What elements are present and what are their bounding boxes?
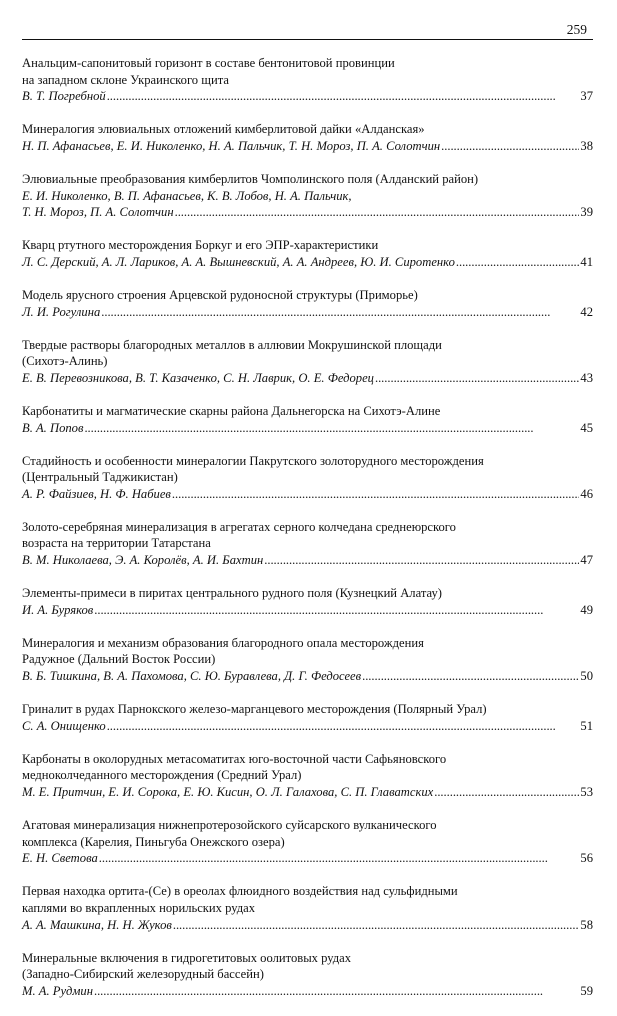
entry-authors-line: В. Б. Тишкина, В. А. Пахомова, С. Ю. Буравлева, Д. Г. Федосеев xyxy=(22,669,362,684)
entry-authors-line: Е. Н. Светова xyxy=(22,851,98,866)
entry-title-line: каплями во вкрапленных норильских рудах xyxy=(22,900,256,915)
entry-page-number[interactable]: 53 xyxy=(580,785,593,799)
dot-leader xyxy=(99,850,580,867)
dot-leader xyxy=(172,486,580,503)
entry-title-line: комплекса (Карелия, Пиньгуба Онежского озера) xyxy=(22,834,285,849)
toc-entry[interactable] xyxy=(22,287,593,320)
entry-page-number[interactable]: 39 xyxy=(580,205,593,220)
toc-entry[interactable] xyxy=(22,751,593,801)
entry-last-line xyxy=(22,420,593,437)
entry-title-line: Элювиальные преобразования кимберлитов Чомполинского поля (Алданский район) xyxy=(22,171,479,186)
toc-entry[interactable] xyxy=(22,337,593,387)
entry-title-line: (Сихотэ-Алинь) xyxy=(22,354,108,369)
entry-title-line: Анальцим-сапонитовый горизонт в составе бентонитовой провинции xyxy=(22,56,395,70)
entry-page-number[interactable]: 46 xyxy=(580,486,593,501)
entry-last-line xyxy=(22,204,593,221)
entry-title-line: Элементы-примеси в пиритах центрального рудного поля (Кузнецкий Алатау) xyxy=(22,586,442,601)
entry-title-line: Твердые растворы благородных металлов в аллювии Мокрушинской площади xyxy=(22,337,442,352)
dot-leader xyxy=(101,304,579,321)
toc-entry[interactable] xyxy=(22,817,593,867)
entry-authors-line: А. Р. Файзиев, Н. Ф. Набиев xyxy=(22,486,171,501)
dot-leader xyxy=(264,552,579,569)
dot-leader xyxy=(107,718,580,735)
entry-last-line xyxy=(22,917,593,934)
toc-entry[interactable] xyxy=(22,237,593,270)
entry-last-line xyxy=(22,718,593,735)
entry-page-number[interactable]: 42 xyxy=(580,304,593,319)
dot-leader xyxy=(375,370,579,387)
entry-authors-line: А. А. Машкина, Н. Н. Жуков xyxy=(22,917,172,932)
entry-title-line: Карбонатиты и магматические скарны района Дальнегорска на Сихотэ-Алине xyxy=(22,403,441,418)
dot-leader xyxy=(175,204,580,221)
page-number: 259 xyxy=(566,22,587,37)
entry-title-line: Кварц ртутного месторождения Боркуг и его ЭПР-характеристики xyxy=(22,238,379,253)
toc-entry[interactable] xyxy=(22,121,593,154)
toc-entry[interactable] xyxy=(22,453,593,503)
entry-title-line: Агатовая минерализация нижнепротерозойского суйсарского вулканического xyxy=(22,818,437,833)
toc-entry[interactable] xyxy=(22,701,593,734)
entry-authors-line: Л. С. Дерский, А. Л. Лариков, А. А. Вышневский, А. А. Андреев, Ю. И. Сиротенко xyxy=(22,254,455,269)
toc-entry[interactable] xyxy=(22,403,593,436)
entry-page-number[interactable]: 58 xyxy=(580,917,593,932)
entry-authors-line: Е. И. Николенко, В. П. Афанасьев, К. В. Лобов, Н. А. Пальчик, xyxy=(22,188,352,203)
entry-authors-line: Н. П. Афанасьев, Е. И. Николенко, Н. А. Пальчик, Т. Н. Мороз, П. А. Солотчин xyxy=(22,138,441,153)
dot-leader xyxy=(94,983,579,1000)
entry-last-line xyxy=(22,602,593,619)
entry-title-line: Минеральные включения в гидрогетитовых оолитовых рудах xyxy=(22,950,352,965)
entry-last-line xyxy=(22,668,593,685)
entry-last-line xyxy=(22,552,593,569)
entry-last-line xyxy=(22,486,593,503)
toc-entry[interactable] xyxy=(22,635,593,685)
entry-page-number[interactable]: 56 xyxy=(580,851,593,866)
entry-authors-line: М. А. Рудмин xyxy=(22,983,93,998)
entry-title-line: (Центральный Таджикистан) xyxy=(22,470,178,485)
dot-leader xyxy=(434,784,579,801)
entry-page-number[interactable]: 41 xyxy=(580,254,593,269)
toc-entry[interactable] xyxy=(22,171,593,221)
entry-title-line: Карбонаты в околорудных метасоматитах юго-восточной части Сафьяновского xyxy=(22,751,447,766)
table-of-contents xyxy=(22,55,593,1016)
entry-title-line: Модель ярусного строения Арцевской рудоносной структуры (Приморье) xyxy=(22,287,418,302)
entry-page-number[interactable]: 38 xyxy=(580,138,593,153)
entry-title-line: Гриналит в рудах Парнокского железо-марганцевого месторождения (Полярный Урал) xyxy=(22,702,487,717)
dot-leader xyxy=(456,254,580,271)
toc-entry[interactable] xyxy=(22,585,593,618)
entry-title-line: Минералогия элювиальных отложений кимберлитовой дайки «Алданская» xyxy=(22,122,425,137)
entry-title-line: (Западно-Сибирский железорудный бассейн) xyxy=(22,967,264,982)
entry-page-number[interactable]: 59 xyxy=(580,983,593,998)
entry-title-line: на западном склоне Украинского щита xyxy=(22,72,229,87)
entry-authors-line: Т. Н. Мороз, П. А. Солотчин xyxy=(22,205,174,220)
entry-last-line xyxy=(22,304,593,321)
entry-last-line xyxy=(22,784,593,801)
dot-leader xyxy=(362,668,579,685)
dot-leader xyxy=(94,602,579,619)
entry-last-line xyxy=(22,983,593,1000)
entry-authors-line: Л. И. Рогулина xyxy=(22,304,101,319)
entry-authors-line: И. А. Буряков xyxy=(22,602,94,617)
entry-authors-line: С. А. Онищенко xyxy=(22,718,106,733)
dot-leader xyxy=(107,88,580,105)
toc-entry[interactable] xyxy=(22,55,593,105)
toc-entry[interactable] xyxy=(22,519,593,569)
dot-leader xyxy=(441,138,579,155)
entry-last-line xyxy=(22,88,593,105)
header-rule xyxy=(22,39,593,40)
entry-title-line: Золото-серебряная минерализация в агрегатах серного колчедана среднеюрского xyxy=(22,519,456,534)
dot-leader xyxy=(84,420,579,437)
entry-last-line xyxy=(22,138,593,155)
entry-title-line: медноколчеданного месторождения (Средний Урал) xyxy=(22,768,302,783)
entry-authors-line: В. Т. Погребной xyxy=(22,89,106,104)
entry-page-number[interactable]: 51 xyxy=(580,718,593,733)
entry-page-number[interactable]: 50 xyxy=(580,669,593,684)
dot-leader xyxy=(173,917,580,934)
toc-entry[interactable] xyxy=(22,883,593,933)
entry-title-line: Стадийность и особенности минералогии Пакрутского золоторудного месторождения xyxy=(22,453,484,468)
entry-title-line: Радужное (Дальний Восток России) xyxy=(22,652,216,667)
entry-page-number[interactable]: 43 xyxy=(580,370,593,385)
toc-entry[interactable] xyxy=(22,950,593,1000)
entry-authors-line: М. Е. Притчин, Е. И. Сорока, Е. Ю. Кисин, О. Л. Галахова, С. П. Главатских xyxy=(22,785,434,799)
entry-page-number[interactable]: 45 xyxy=(580,420,593,435)
entry-last-line xyxy=(22,254,593,271)
entry-title-line: Минералогия и механизм образования благородного опала месторождения xyxy=(22,635,424,650)
entry-title-line: возраста на территории Татарстана xyxy=(22,536,211,551)
entry-last-line xyxy=(22,370,593,387)
entry-authors-line: В. А. Попов xyxy=(22,420,84,435)
entry-last-line xyxy=(22,850,593,867)
entry-title-line: Первая находка ортита-(Се) в ореолах флюидного воздействия над сульфидными xyxy=(22,884,458,899)
entry-page-number[interactable]: 49 xyxy=(580,602,593,617)
entry-authors-line: В. М. Николаева, Э. А. Королёв, А. И. Бахтин xyxy=(22,553,264,568)
entry-authors-line: Е. В. Перевозникова, В. Т. Казаченко, С. Н. Лаврик, О. Е. Федорец xyxy=(22,370,374,385)
entry-page-number[interactable]: 47 xyxy=(580,553,593,568)
entry-page-number[interactable]: 37 xyxy=(580,89,593,104)
